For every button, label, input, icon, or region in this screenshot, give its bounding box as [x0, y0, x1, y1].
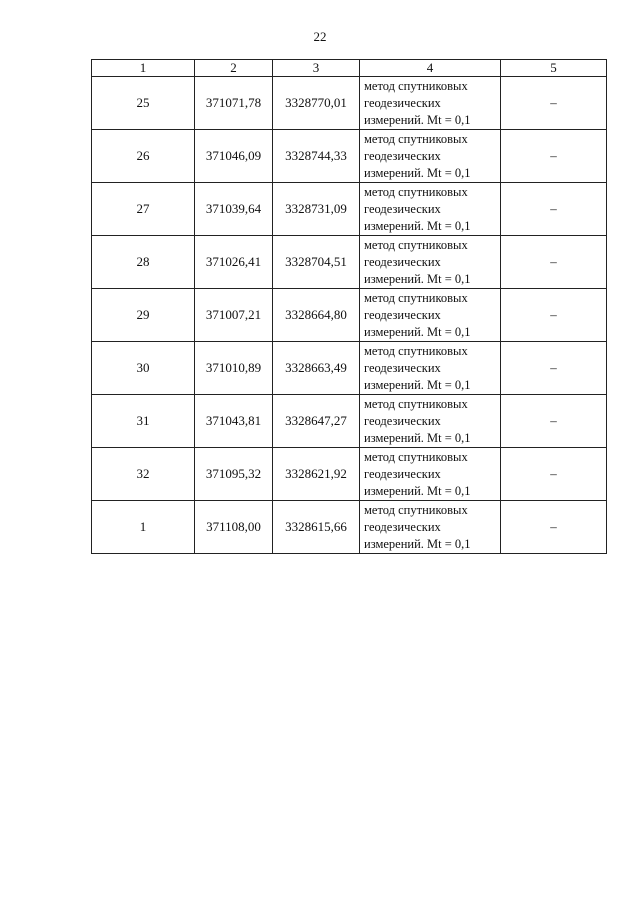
method-line: измерений. Mt = 0,1	[364, 165, 471, 180]
method-cell	[360, 395, 501, 448]
note-cell: –	[501, 395, 607, 448]
method-line: геодезических	[364, 95, 441, 110]
method-line: измерений. Mt = 0,1	[364, 430, 471, 445]
method-line: метод спутниковых	[364, 290, 468, 305]
method-line: метод спутниковых	[364, 449, 468, 464]
point-number-cell: 31	[92, 395, 195, 448]
method-line: метод спутниковых	[364, 184, 468, 199]
y-coordinate-cell: 3328621,92	[273, 448, 360, 501]
note-cell: –	[501, 77, 607, 130]
table-row	[92, 236, 607, 289]
method-line: измерений. Mt = 0,1	[364, 218, 471, 233]
note-cell: –	[501, 448, 607, 501]
method-line: измерений. Mt = 0,1	[364, 271, 471, 286]
note-cell: –	[501, 289, 607, 342]
method-line: метод спутниковых	[364, 343, 468, 358]
method-cell	[360, 130, 501, 183]
table-row	[92, 342, 607, 395]
method-line: измерений. Mt = 0,1	[364, 324, 471, 339]
method-cell	[360, 77, 501, 130]
column-header-4: 4	[360, 60, 501, 77]
method-line: измерений. Mt = 0,1	[364, 112, 471, 127]
y-coordinate-cell: 3328663,49	[273, 342, 360, 395]
x-coordinate-cell: 371071,78	[195, 77, 273, 130]
point-number-cell: 28	[92, 236, 195, 289]
method-cell	[360, 236, 501, 289]
y-coordinate-cell: 3328647,27	[273, 395, 360, 448]
method-cell	[360, 342, 501, 395]
coordinates-table	[91, 59, 607, 554]
y-coordinate-cell: 3328744,33	[273, 130, 360, 183]
method-line: геодезических	[364, 201, 441, 216]
y-coordinate-cell: 3328704,51	[273, 236, 360, 289]
method-cell	[360, 289, 501, 342]
x-coordinate-cell: 371007,21	[195, 289, 273, 342]
y-coordinate-cell: 3328615,66	[273, 501, 360, 554]
point-number-cell: 29	[92, 289, 195, 342]
method-line: геодезических	[364, 148, 441, 163]
method-line: метод спутниковых	[364, 78, 468, 93]
method-line: измерений. Mt = 0,1	[364, 536, 471, 551]
column-header-1: 1	[92, 60, 195, 77]
table-row	[92, 395, 607, 448]
method-line: метод спутниковых	[364, 396, 468, 411]
column-header-5: 5	[501, 60, 607, 77]
table-row	[92, 289, 607, 342]
method-line: геодезических	[364, 360, 441, 375]
method-line: геодезических	[364, 254, 441, 269]
point-number-cell: 26	[92, 130, 195, 183]
note-cell: –	[501, 342, 607, 395]
x-coordinate-cell: 371108,00	[195, 501, 273, 554]
y-coordinate-cell: 3328770,01	[273, 77, 360, 130]
x-coordinate-cell: 371026,41	[195, 236, 273, 289]
note-cell: –	[501, 236, 607, 289]
y-coordinate-cell: 3328664,80	[273, 289, 360, 342]
method-line: измерений. Mt = 0,1	[364, 483, 471, 498]
method-line: геодезических	[364, 307, 441, 322]
page-number: 22	[313, 29, 327, 44]
x-coordinate-cell: 371046,09	[195, 130, 273, 183]
table-row	[92, 501, 607, 554]
point-number-cell: 1	[92, 501, 195, 554]
column-header-3: 3	[273, 60, 360, 77]
method-line: метод спутниковых	[364, 502, 468, 517]
method-line: геодезических	[364, 413, 441, 428]
y-coordinate-cell: 3328731,09	[273, 183, 360, 236]
x-coordinate-cell: 371010,89	[195, 342, 273, 395]
method-cell	[360, 183, 501, 236]
method-line: метод спутниковых	[364, 237, 468, 252]
method-line: геодезических	[364, 519, 441, 534]
table-row	[92, 130, 607, 183]
method-line: измерений. Mt = 0,1	[364, 377, 471, 392]
method-line: геодезических	[364, 466, 441, 481]
x-coordinate-cell: 371095,32	[195, 448, 273, 501]
point-number-cell: 25	[92, 77, 195, 130]
x-coordinate-cell: 371043,81	[195, 395, 273, 448]
note-cell: –	[501, 501, 607, 554]
method-line: метод спутниковых	[364, 131, 468, 146]
table-row	[92, 77, 607, 130]
x-coordinate-cell: 371039,64	[195, 183, 273, 236]
point-number-cell: 30	[92, 342, 195, 395]
method-cell	[360, 501, 501, 554]
method-cell	[360, 448, 501, 501]
note-cell: –	[501, 183, 607, 236]
point-number-cell: 27	[92, 183, 195, 236]
table-header-row	[92, 60, 607, 77]
table-row	[92, 448, 607, 501]
table-row	[92, 183, 607, 236]
point-number-cell: 32	[92, 448, 195, 501]
note-cell: –	[501, 130, 607, 183]
column-header-2: 2	[195, 60, 273, 77]
